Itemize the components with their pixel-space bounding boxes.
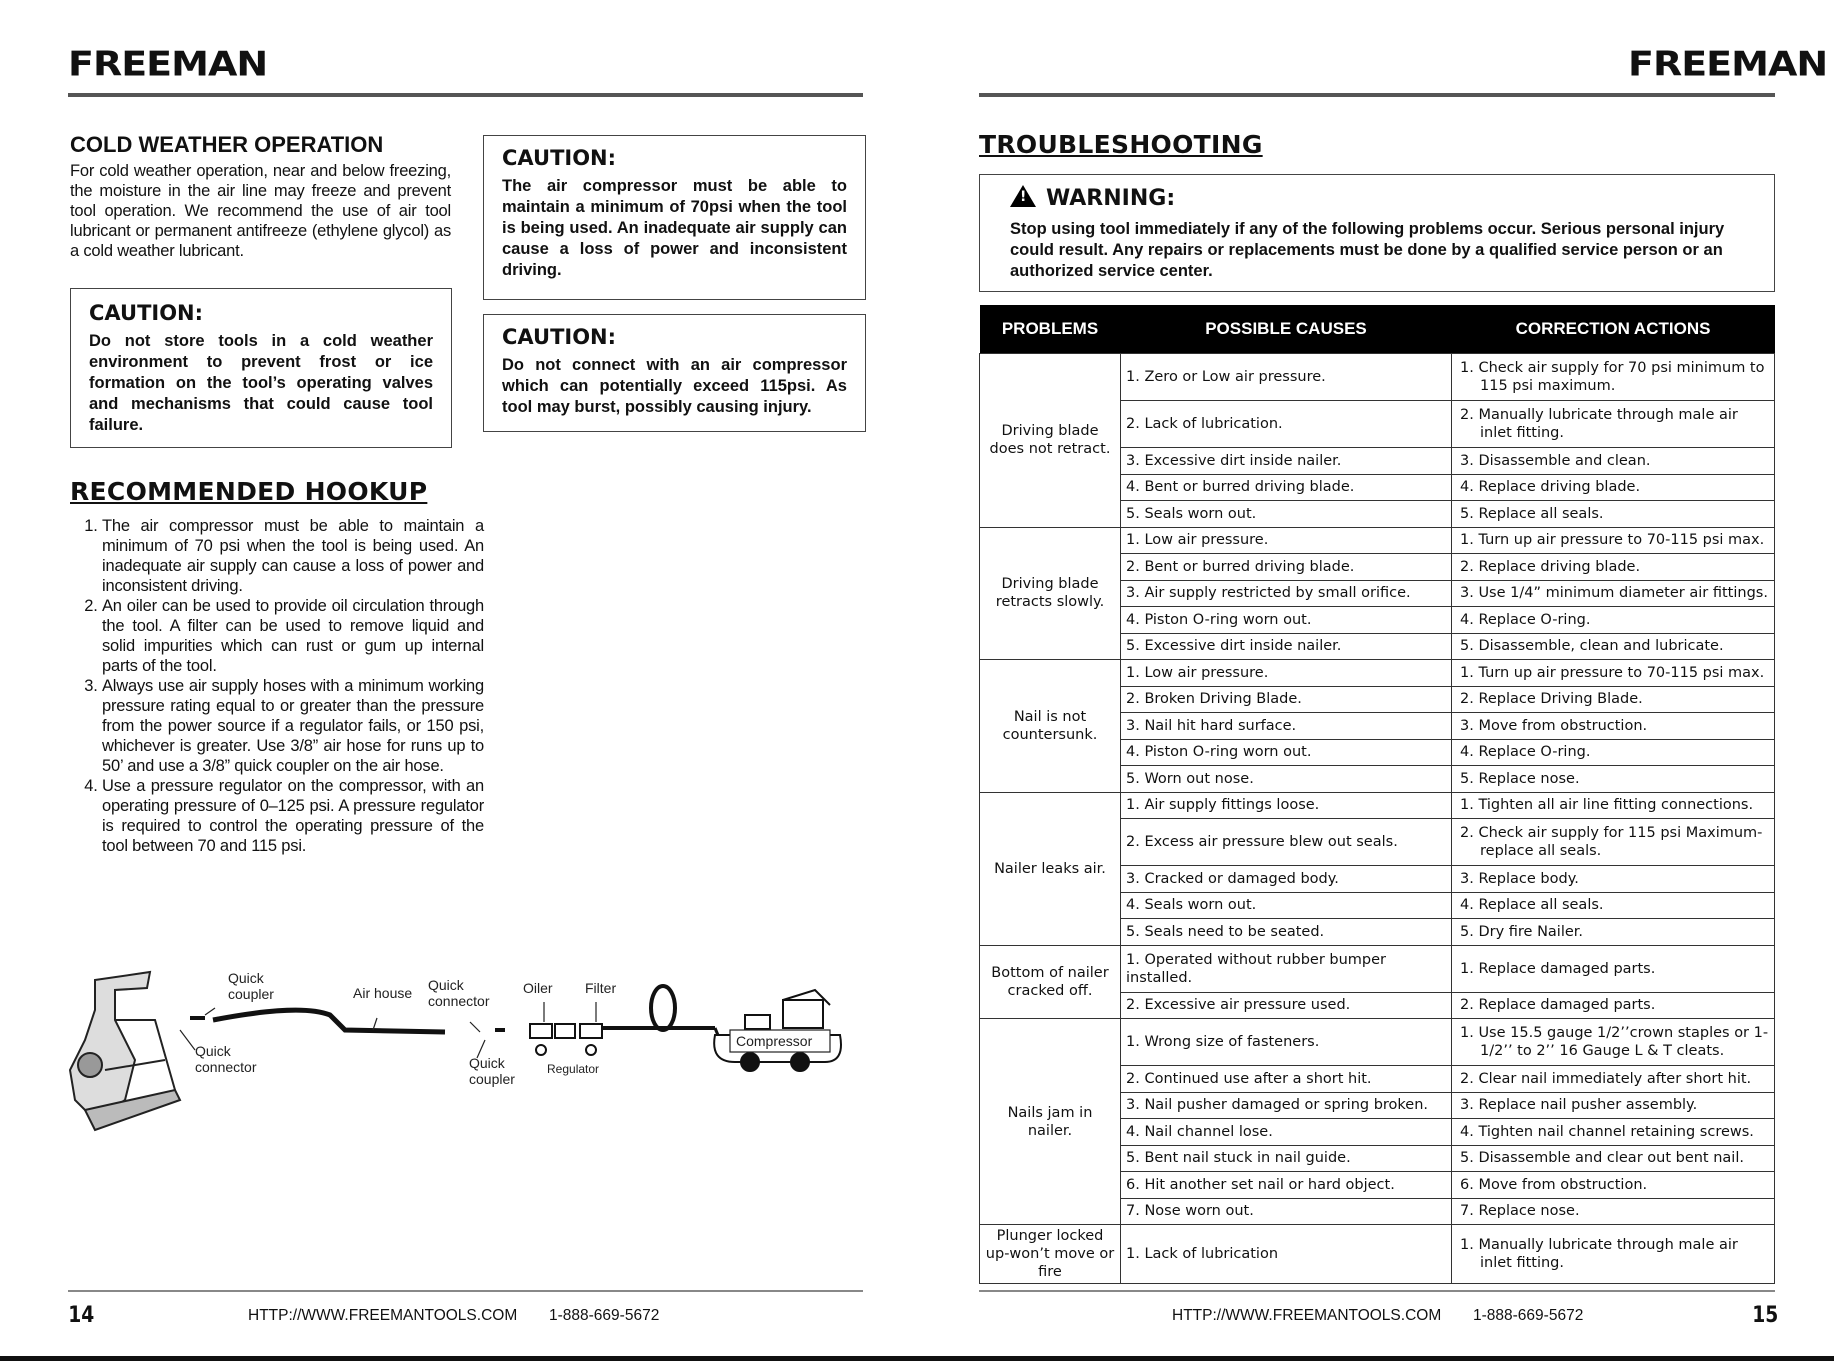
correction-cell: 2. Clear nail immediately after short hit. [1452, 1066, 1775, 1093]
correction-cell: 1. Tighten all air line fitting connections. [1452, 792, 1775, 819]
correction-cell: 1. Use 15.5 gauge 1/2’’crown staples or 1-1/2’’ to 2’’ 16 Gauge L & T cleats. [1452, 1019, 1775, 1066]
correction-cell: 1. Turn up air pressure to 70-115 psi max. [1452, 527, 1775, 554]
problem-cell: Bottom of nailer cracked off. [980, 945, 1121, 1019]
list-item: 3. Always use air supply hoses with a minimum working pressure rating equal to or greater than the pressure from the power source if a regulator fails, or 150 psi, whichever is greater. Use 3/8” air hose for runs up to 50’ and use a 3/8” quick coupler on the air hose. [102, 676, 484, 776]
label-quick-connector: Quick [195, 1043, 231, 1059]
label-quick-coupler: Quick [228, 970, 264, 986]
correction-cell: 5. Replace all seals. [1452, 501, 1775, 528]
problem-cell: Nail is not countersunk. [980, 660, 1121, 793]
cause-cell: 4. Seals worn out. [1121, 892, 1452, 919]
caution-title: CAUTION: [502, 325, 617, 349]
cause-cell: 1. Low air pressure. [1121, 660, 1452, 687]
caution-title: CAUTION: [89, 301, 204, 325]
column-header: POSSIBLE CAUSES [1121, 305, 1452, 354]
correction-cell: 3. Replace body. [1452, 866, 1775, 893]
footer-rule [979, 1290, 1775, 1292]
table-row [980, 945, 1775, 992]
problem-cell: Driving blade retracts slowly. [980, 527, 1121, 660]
problem-cell: Driving blade does not retract. [980, 354, 1121, 528]
correction-cell: 1. Manually lubricate through male air inlet fitting. [1452, 1225, 1775, 1284]
table-row [980, 527, 1775, 554]
list-item: 4. Use a pressure regulator on the compressor, with an operating pressure of 0–125 psi. A pressure regulator is required to control the operating pressure of the tool between 70 and 115 psi. [102, 776, 484, 856]
column-header: CORRECTION ACTIONS [1452, 305, 1775, 354]
page-number: 15 [1752, 1303, 1779, 1328]
label-air-house: Air house [353, 985, 413, 1001]
cause-cell: 2. Bent or burred driving blade. [1121, 554, 1452, 581]
freeman-logo: FREEMAN [1628, 44, 1828, 84]
list-item: 2. An oiler can be used to provide oil circulation through the tool. A filter can be used to remove liquid and solid impurities which can rust or gum up internal parts of the tool. [102, 596, 484, 676]
warning-triangle-icon [1010, 185, 1036, 207]
list-item: 1. The air compressor must be able to maintain a minimum of 70 psi when the tool is being used. An inadequate air supply can cause a loss of power and inconsistent driving. [102, 516, 484, 596]
correction-cell: 2. Manually lubricate through male air inlet fitting. [1452, 401, 1775, 448]
correction-cell: 4. Replace O-ring. [1452, 607, 1775, 634]
correction-cell: 2. Replace driving blade. [1452, 554, 1775, 581]
cause-cell: 2. Continued use after a short hit. [1121, 1066, 1452, 1093]
column-header: PROBLEMS [980, 305, 1121, 354]
table-row [980, 660, 1775, 687]
correction-cell: 3. Disassemble and clean. [1452, 448, 1775, 475]
scan-edge [0, 1356, 1834, 1361]
correction-cell: 6. Move from obstruction. [1452, 1172, 1775, 1199]
caution-text: Do not store tools in a cold weather environment to prevent frost or ice formation on the tool’s operating valves and mechanisms that could cause tool failure. [89, 332, 433, 434]
cause-cell: 5. Bent nail stuck in nail guide. [1121, 1145, 1452, 1172]
table-row [980, 354, 1775, 401]
cause-cell: 1. Wrong size of fasteners. [1121, 1019, 1452, 1066]
footer-url: HTTP://WWW.FREEMANTOOLS.COM [248, 1307, 518, 1324]
correction-cell: 2. Check air supply for 115 psi Maximum- replace all seals. [1452, 819, 1775, 866]
warning-title: WARNING: [1046, 186, 1176, 211]
cause-cell: 2. Lack of lubrication. [1121, 401, 1452, 448]
label-quick-coupler: Quick [469, 1055, 505, 1071]
cause-cell: 6. Hit another set nail or hard object. [1121, 1172, 1452, 1199]
caution-title: CAUTION: [502, 146, 617, 170]
correction-cell: 5. Dry fire Nailer. [1452, 919, 1775, 946]
table-row [980, 1019, 1775, 1066]
cause-cell: 1. Low air pressure. [1121, 527, 1452, 554]
caution-text: Do not connect with an air compressor which can potentially exceed 115psi. As tool may burst, possibly causing injury. [502, 356, 847, 416]
correction-cell: 3. Replace nail pusher assembly. [1452, 1092, 1775, 1119]
table-row [980, 792, 1775, 819]
correction-cell: 4. Replace O-ring. [1452, 739, 1775, 766]
correction-cell: 2. Replace damaged parts. [1452, 992, 1775, 1019]
cause-cell: 3. Air supply restricted by small orifice. [1121, 580, 1452, 607]
cold-weather-text: For cold weather operation, near and below freezing, the moisture in the air line may freeze and prevent tool operation. We recommend the use of air tool lubricant or permanent antifreeze (ethylene glycol) as a cold weather lubricant. [70, 162, 451, 260]
label-oiler: Oiler [523, 980, 553, 996]
cause-cell: 5. Excessive dirt inside nailer. [1121, 633, 1452, 660]
correction-cell: 5. Disassemble, clean and lubricate. [1452, 633, 1775, 660]
cause-cell: 5. Worn out nose. [1121, 766, 1452, 793]
cause-cell: 3. Excessive dirt inside nailer. [1121, 448, 1452, 475]
correction-cell: 5. Disassemble and clear out bent nail. [1452, 1145, 1775, 1172]
troubleshooting-title: TROUBLESHOOTING [979, 130, 1263, 159]
label-quick-coupler: coupler [228, 986, 274, 1002]
cause-cell: 4. Nail channel lose. [1121, 1119, 1452, 1146]
label-filter: Filter [585, 980, 617, 996]
cause-cell: 4. Piston O-ring worn out. [1121, 739, 1452, 766]
label-quick-connector: connector [428, 993, 490, 1009]
label-compressor: Compressor [736, 1033, 813, 1049]
table-row [980, 1225, 1775, 1284]
correction-cell: 1. Replace damaged parts. [1452, 945, 1775, 992]
correction-cell: 4. Tighten nail channel retaining screws. [1452, 1119, 1775, 1146]
cause-cell: 1. Lack of lubrication [1121, 1225, 1452, 1284]
page-number: 14 [68, 1303, 95, 1328]
correction-cell: 4. Replace all seals. [1452, 892, 1775, 919]
cause-cell: 3. Nail hit hard surface. [1121, 713, 1452, 740]
footer-phone: 1-888-669-5672 [1473, 1307, 1584, 1324]
correction-cell: 4. Replace driving blade. [1452, 474, 1775, 501]
cause-cell: 7. Nose worn out. [1121, 1198, 1452, 1225]
cause-cell: 5. Seals need to be seated. [1121, 919, 1452, 946]
cause-cell: 2. Excess air pressure blew out seals. [1121, 819, 1452, 866]
warning-box [979, 174, 1775, 292]
header-rule [979, 93, 1775, 97]
footer-phone: 1-888-669-5672 [549, 1307, 660, 1324]
cause-cell: 1. Air supply fittings loose. [1121, 792, 1452, 819]
cause-cell: 3. Cracked or damaged body. [1121, 866, 1452, 893]
label-regulator: Regulator [547, 1062, 600, 1076]
warning-text: Stop using tool immediately if any of the following problems occur. Serious personal injury could result. Any repairs or replacements must be done by a qualified service person or an authorized service center. [1010, 220, 1725, 280]
correction-cell: 7. Replace nose. [1452, 1198, 1775, 1225]
label-quick-connector: connector [195, 1059, 257, 1075]
cause-cell: 4. Piston O-ring worn out. [1121, 607, 1452, 634]
correction-cell: 1. Turn up air pressure to 70-115 psi max. [1452, 660, 1775, 687]
correction-cell: 1. Check air supply for 70 psi minimum to 115 psi maximum. [1452, 354, 1775, 401]
cause-cell: 4. Bent or burred driving blade. [1121, 474, 1452, 501]
recommended-hookup-title: RECOMMENDED HOOKUP [70, 477, 428, 506]
cause-cell: 1. Operated without rubber bumper installed. [1121, 945, 1452, 992]
correction-cell: 5. Replace nose. [1452, 766, 1775, 793]
table-header-row [980, 305, 1775, 354]
correction-cell: 2. Replace Driving Blade. [1452, 686, 1775, 713]
correction-cell: 3. Move from obstruction. [1452, 713, 1775, 740]
caution-text: The air compressor must be able to maintain a minimum of 70psi when the tool is being used. An inadequate air supply can cause a loss of power and inconsistent driving. [502, 177, 847, 279]
cause-cell: 5. Seals worn out. [1121, 501, 1452, 528]
label-quick-coupler: coupler [469, 1071, 515, 1087]
cause-cell: 3. Nail pusher damaged or spring broken. [1121, 1092, 1452, 1119]
freeman-logo: FREEMAN [68, 44, 268, 84]
cause-cell: 2. Broken Driving Blade. [1121, 686, 1452, 713]
label-quick-connector: Quick [428, 977, 464, 993]
cause-cell: 2. Excessive air pressure used. [1121, 992, 1452, 1019]
problem-cell: Nailer leaks air. [980, 792, 1121, 945]
footer-url: HTTP://WWW.FREEMANTOOLS.COM [1172, 1307, 1442, 1324]
correction-cell: 3. Use 1/4” minimum diameter air fittings. [1452, 580, 1775, 607]
cause-cell: 1. Zero or Low air pressure. [1121, 354, 1452, 401]
problem-cell: Nails jam in nailer. [980, 1019, 1121, 1225]
troubleshooting-table [979, 305, 1775, 1284]
problem-cell: Plunger locked up-won’t move or fire [980, 1225, 1121, 1284]
cold-weather-title: COLD WEATHER OPERATION [70, 132, 384, 157]
